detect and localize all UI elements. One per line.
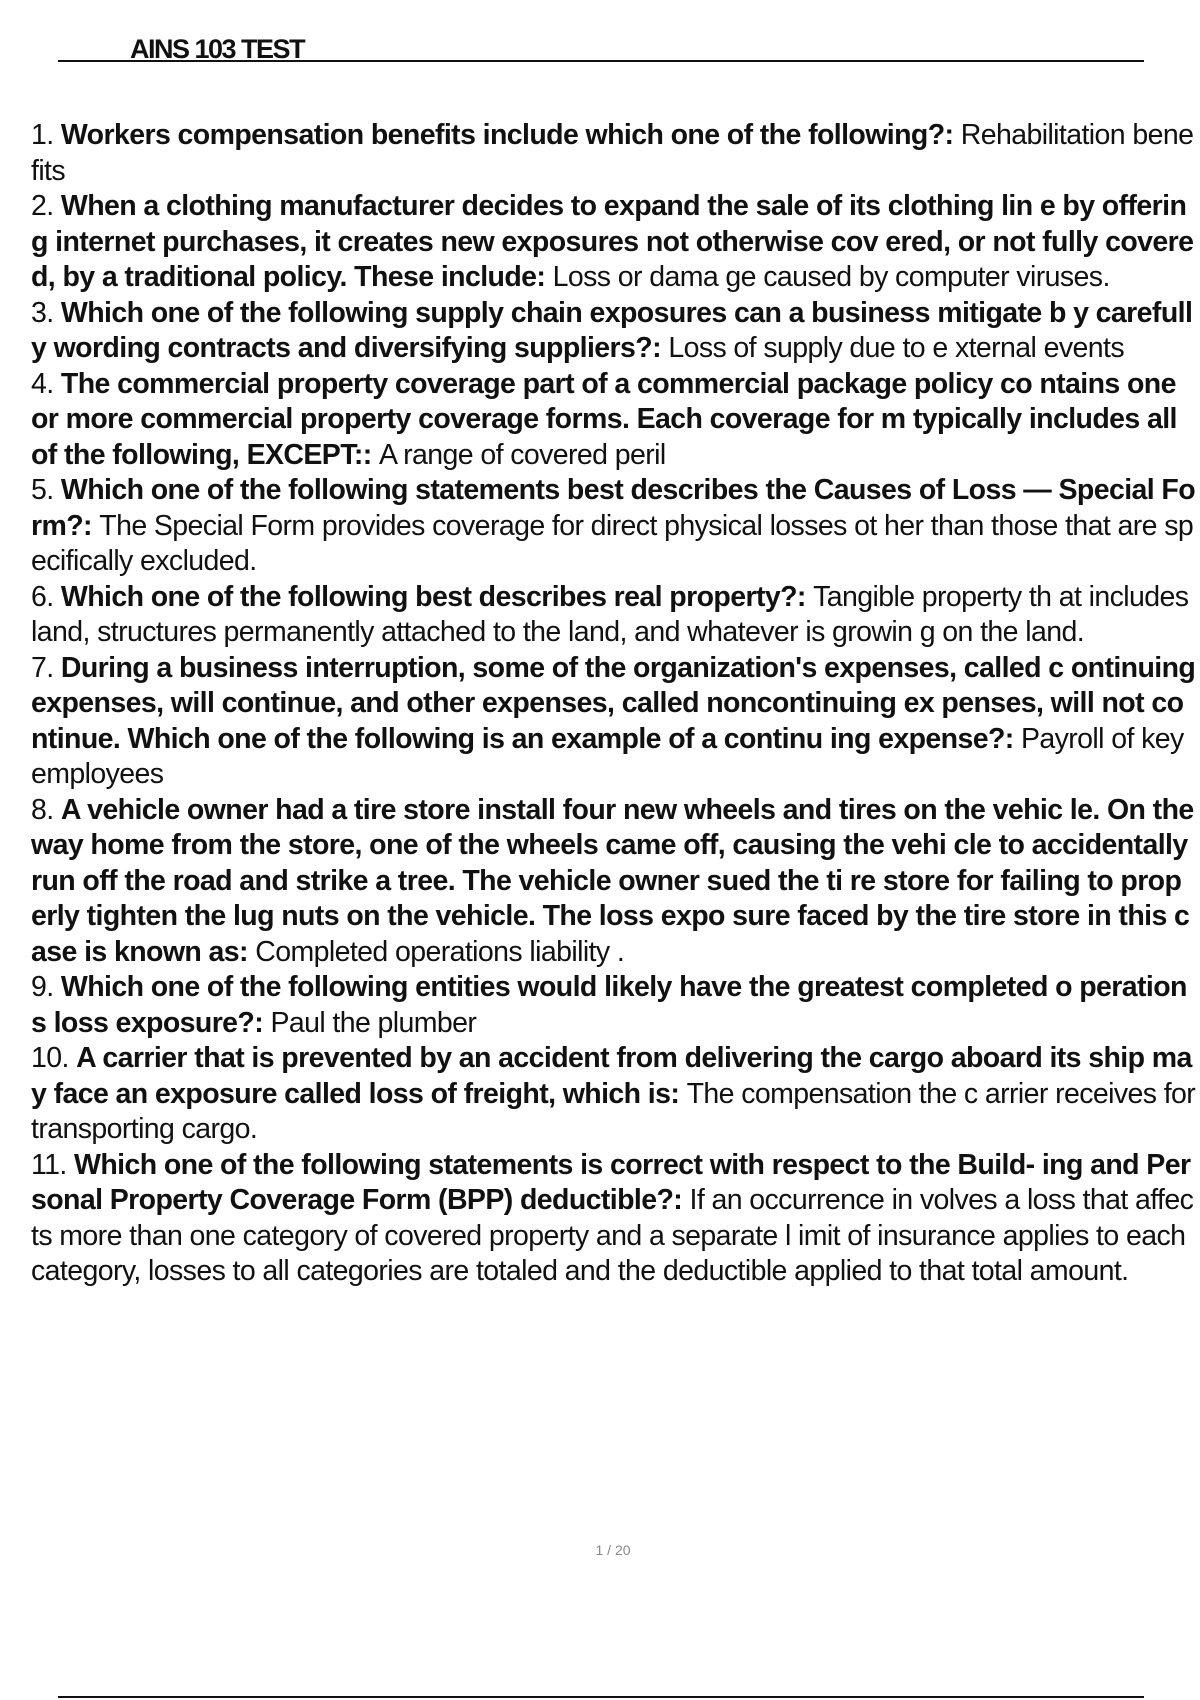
question-text: A carrier that is prevented by an accident from delivering the cargo aboard its ship may face an exposure called loss of freight, which is:	[31, 1042, 1192, 1110]
question-item-2	[31, 189, 1196, 296]
answer-text: Tangible property th at includes land, structures permanently attached to the land, and whatever is growin g on the land.	[31, 580, 1189, 648]
question-number: 7.	[31, 651, 61, 684]
question-number: 4.	[31, 367, 61, 400]
question-item-10	[31, 1041, 1196, 1148]
question-item-7	[31, 651, 1196, 793]
question-number: 8.	[31, 793, 61, 826]
question-text: When a clothing manufacturer decides to expand the sale of its clothing lin e by offering internet purchases, it creates new exposures not otherwise cov ered, or not fully covered, by a traditional policy. These include:	[31, 190, 1194, 293]
answer-text: Loss or dama ge caused by computer viruses.	[552, 261, 1110, 293]
footer-divider	[58, 1696, 1144, 1698]
question-item-6	[31, 580, 1196, 651]
answer-text: If an occurrence in volves a loss that affects more than one category of covered property and a separate l imit of insurance applies to each category, losses to all categories are totaled and the deductible applied to that total amount.	[31, 1184, 1194, 1287]
question-text: Which one of the following statements best describes the Causes of Loss — Special Form?:	[31, 474, 1196, 542]
question-text: Workers compensation benefits include which one of the following?:	[60, 119, 961, 151]
question-text: Which one of the following best describes real property?:	[60, 580, 814, 613]
question-number: 9.	[31, 971, 61, 1003]
question-text: The commercial property coverage part of a commercial package policy co ntains one or more commercial property coverage forms. Each coverage for m typically includes all of the following, EXCEPT::	[31, 367, 1177, 471]
question-text: Which one of the following supply chain exposures can a business mitigate b y carefully wording contracts and diversifying suppliers?:	[31, 296, 1193, 364]
question-item-3	[31, 296, 1196, 367]
question-text: A vehicle owner had a tire store install four new wheels and tires on the vehic le. On the way home from the store, one of the wheels came off, causing the vehi cle to accidentally run off the road and strike a tree. The vehicle owner sued the ti re store for failing to properly tighten the lug nuts on the vehicle. The loss expo sure faced by the tire store in this case is known as:	[31, 793, 1194, 968]
answer-text: The compensation the c arrier receives for transporting cargo.	[31, 1077, 1196, 1145]
answer-text: Paul the plumber	[270, 1006, 477, 1039]
question-text: Which one of the following statements is correct with respect to the Build- ing and Personal Property Coverage Form (BPP) deductible?:	[31, 1148, 1191, 1216]
answer-text: Loss of supply due to e xternal events	[668, 332, 1124, 364]
question-list	[31, 118, 1196, 1290]
answer-text: Payroll of key employees	[31, 722, 1184, 790]
question-item-9	[31, 970, 1196, 1041]
question-item-1	[31, 118, 1196, 189]
question-number: 5.	[31, 474, 61, 506]
question-text: Which one of the following entities would likely have the greatest completed o perations loss exposure?:	[31, 971, 1187, 1039]
answer-text: Rehabilitation benefits	[31, 119, 1194, 187]
question-number: 3.	[31, 296, 61, 329]
question-number: 2.	[31, 190, 61, 222]
document-title: AINS 103 TEST	[130, 34, 305, 64]
question-item-4	[31, 367, 1196, 474]
answer-text: The Special Form provides coverage for direct physical losses ot her than those that are specifically excluded.	[31, 509, 1194, 577]
answer-text: A range of covered peril	[378, 438, 666, 471]
question-number: 6.	[31, 580, 61, 613]
question-number: 11.	[31, 1148, 75, 1181]
question-number: 10.	[31, 1042, 77, 1074]
page-indicator: 1 / 20	[595, 1542, 631, 1558]
question-number: 1.	[31, 119, 61, 151]
question-item-5	[31, 473, 1196, 580]
question-text: During a business interruption, some of the organization's expenses, called c ontinuing expenses, will continue, and other expenses, called noncontinuing ex penses, will not continue. Which one of the following is an example of a continu ing expense?:	[31, 651, 1196, 755]
document-header	[58, 36, 1144, 62]
answer-text: Completed operations liability .	[255, 935, 625, 968]
question-item-11	[31, 1148, 1196, 1290]
question-item-8	[31, 793, 1196, 971]
